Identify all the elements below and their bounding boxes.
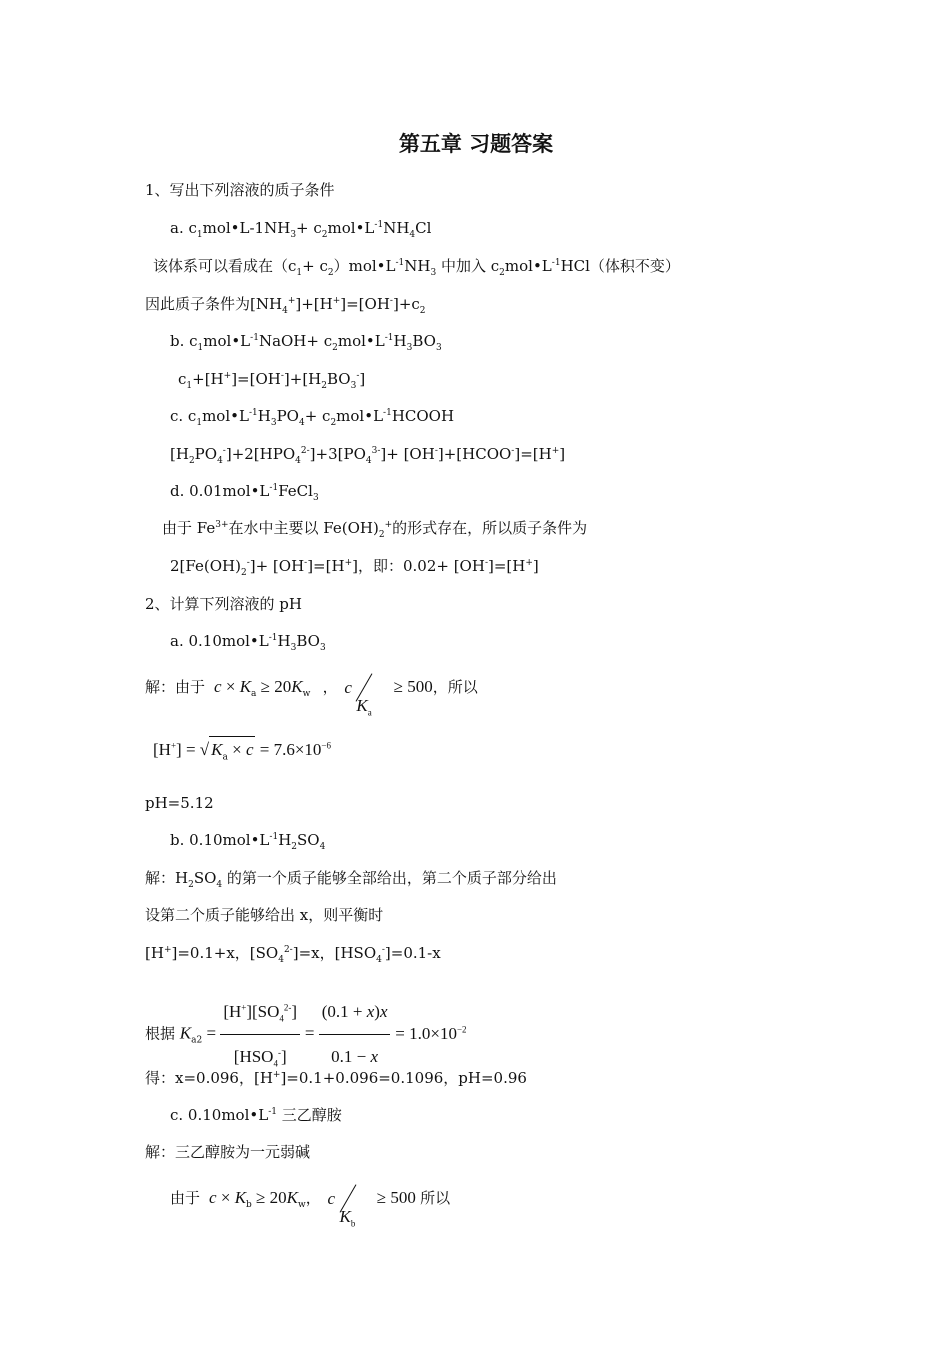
q1-a-pbe: 因此质子条件为$[NH_4^+]+[H^+]=[OH^-]+c_2$ <box>145 295 426 316</box>
q2-item-a: a. $0.10mol•L^{-1}H_3BO_3$ <box>170 632 326 653</box>
q2-item-b: b. $0.10mol•L^{-1}H_2SO_4$ <box>170 831 326 852</box>
q2-item-c: c. $0.10mol•L^{-1}$ 三乙醇胺 <box>170 1106 342 1124</box>
q1-d-pbe: $2[Fe(OH)_2^-]+ [OH^-]=[H^+]$，即：0.02+ [OH-]=[H+] <box>170 557 539 578</box>
q2-b-result: 得：x=0.096，[H+]=0.1+0.096=0.1096，pH=0.96 <box>145 1069 527 1087</box>
q1-item-b: b. $c_1mol•L^{-1}NaOH+$ $c_2mol•L^{-1}H_3BO_3$ <box>170 332 442 353</box>
q1-item-a: a. $c_1mol•L-1NH_3+$ $c_2mol•L^{-1}NH_4Cl$ <box>170 219 432 240</box>
q2-a-h-concentration: [H+] = √ $K_a \times c = 7.6\times 10^{-6}$ <box>153 736 331 763</box>
q1-d-note: 由于 $Fe^{3+}$在水中主要以 $Fe(OH)_2^+$的形式存在，所以质子条件为 <box>162 519 588 540</box>
q1-c-pbe: $[H_2PO_4^-]+2[HPO_4^{2-}]+3[PO_4^{3-}]+$ [OH-]+[HCOO-]=[H+] <box>170 445 566 466</box>
q2-b-solution-2: 设第二个质子能够给出 x，则平衡时 <box>145 906 384 924</box>
c-over-ka-fraction: c $K_a$ <box>342 668 380 708</box>
question-2-heading: 2、计算下列溶液的 pH <box>145 595 302 613</box>
q1-item-c: c. $c_1mol•L^{-1}H_3PO_4+$ $c_2mol•L^{-1}HCOOH$ <box>170 407 455 428</box>
q1-b-pbe: $c_1+[H^+]=[OH^-]+[H_2BO_3^-]$ <box>178 370 366 391</box>
q2-b-equilibrium: [H+]=0.1+x，$[SO_4^{2-}]=x$，$[HSO_4^-]=0.1-x$ <box>145 944 441 965</box>
q2-b-solution-1: 解：$H_2SO_4$ 的第一个质子能够全部给出，第二个质子部分给出 <box>145 869 557 890</box>
q2-b-ka2-expression: 根据 $K_{a2}$ = $\frac{[H^+][SO_4^{2-}]}{[HSO_4^-]}$ = $\frac{(0.1 + x)x}{0.1 - x}$ = $1.0\times 10^{-2}$ <box>145 990 467 1079</box>
q1-item-d: d. $0.01mol•L^{-1}FeCl_3$ <box>170 482 319 503</box>
q2-a-condition: 解：由于 $c \times K_a \ge 20K_w$ ， c $K_a$ ≥ 500，所以 <box>145 667 478 708</box>
q2-c-solution: 解：三乙醇胺为一元弱碱 <box>145 1143 311 1161</box>
q2-a-ph: pH=5.12 <box>145 794 214 812</box>
q2-c-condition: 由于 $c \times K_b \ge 20K_w$， c $K_b$ ≥ 500 所以 <box>170 1178 450 1219</box>
question-1-heading: 1、写出下列溶液的质子条件 <box>145 181 335 199</box>
page-title: 第五章 习题答案 <box>398 131 554 156</box>
c-over-kb-fraction: c $K_b$ <box>326 1179 364 1219</box>
q1-a-note: 该体系可以看成在（$c_1+$ $c_2)mol•L^{-1}NH_3$ 中加入 $c_2mol•L^{-1}HCl$（体积不变） <box>153 257 680 278</box>
